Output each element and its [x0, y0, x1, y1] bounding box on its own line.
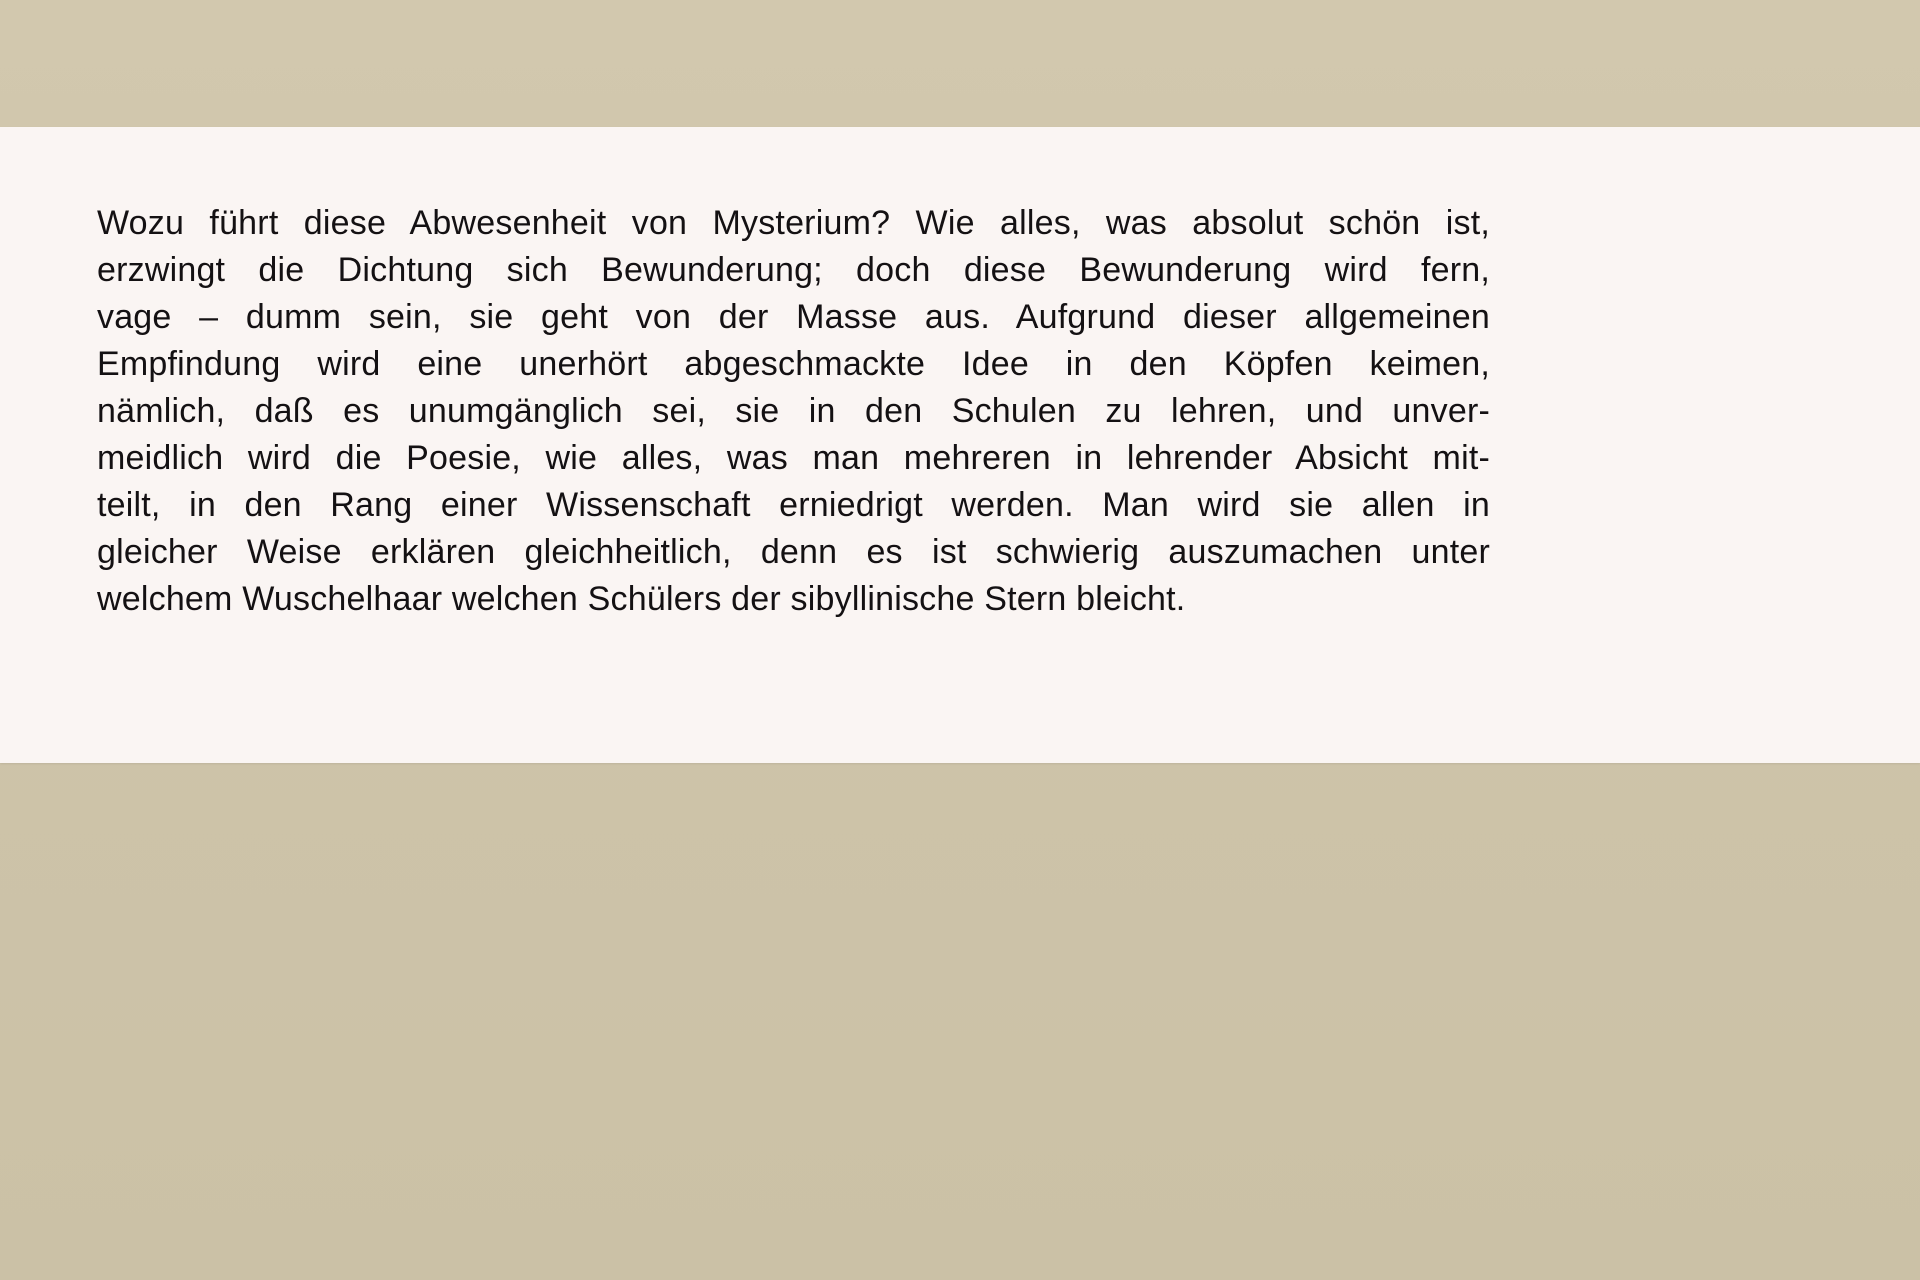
paragraph-line: teilt, in den Rang einer Wissenschaft erniedrigt werden. Man wird sie allen in [97, 486, 1490, 524]
scanned-book-page [0, 127, 1920, 763]
paragraph-line: gleicher Weise erklären gleichheitlich, denn es ist schwierig auszumachen unter [97, 533, 1490, 571]
paragraph-line: nämlich, daß es unumgänglich sei, sie in den Schulen zu lehren, und unver- [97, 392, 1490, 430]
paragraph [97, 200, 1490, 623]
paragraph-line: Wozu führt diese Abwesenheit von Mysterium? Wie alles, was absolut schön ist, [97, 204, 1490, 242]
paragraph-line: erzwingt die Dichtung sich Bewunderung; doch diese Bewunderung wird fern, [97, 251, 1490, 289]
paragraph-line: welchem Wuschelhaar welchen Schülers der sibyllinische Stern bleicht. [97, 580, 1186, 618]
paragraph-line: vage – dumm sein, sie geht von der Masse aus. Aufgrund dieser allgemeinen [97, 298, 1490, 336]
paragraph-line: Empfindung wird eine unerhört abgeschmackte Idee in den Köpfen keimen, [97, 345, 1490, 383]
paragraph-line: meidlich wird die Poesie, wie alles, was man mehreren in lehrender Absicht mit- [97, 439, 1490, 477]
